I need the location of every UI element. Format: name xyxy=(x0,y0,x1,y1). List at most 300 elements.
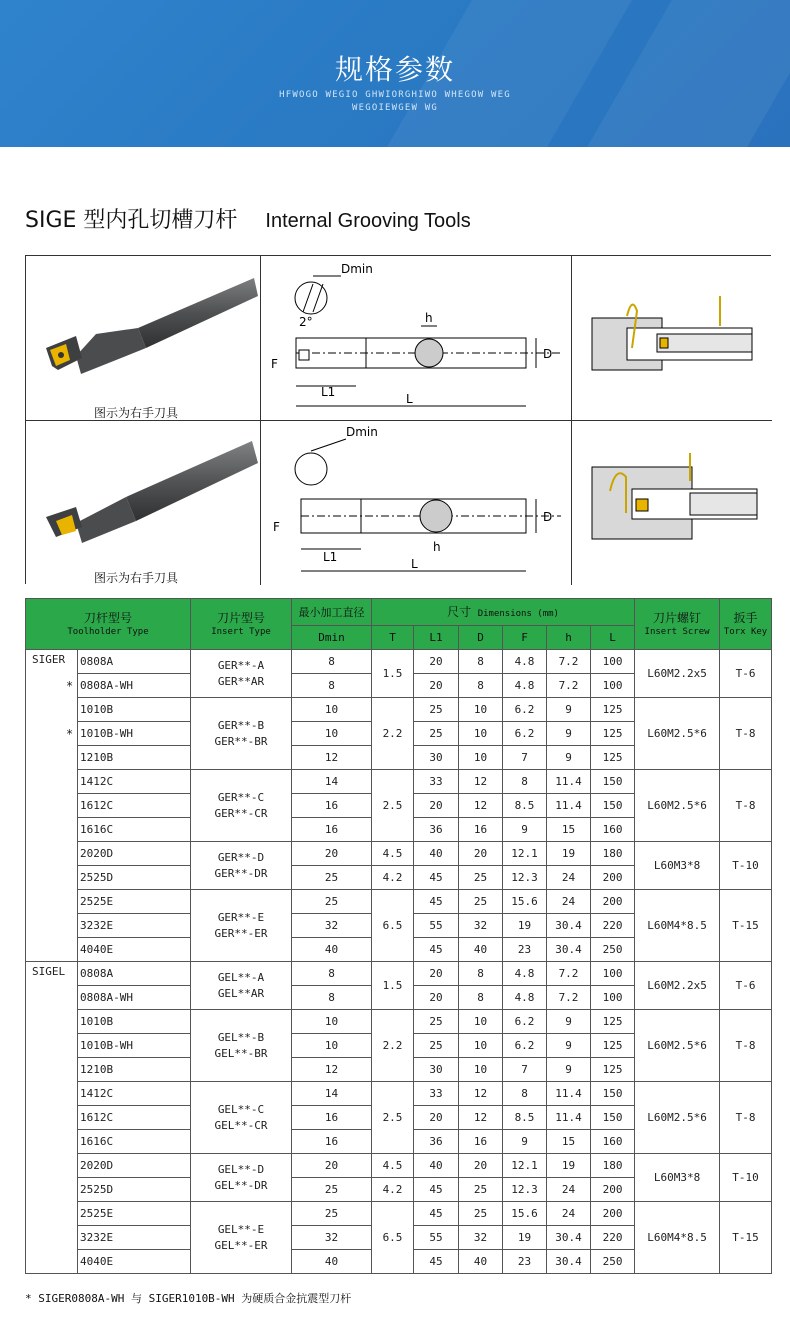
F-cell: 6.2 xyxy=(503,1010,547,1034)
insert-type-cell xyxy=(191,842,292,890)
L-cell: 200 xyxy=(591,1202,635,1226)
banner-subtitle-line-2: WEGOIEWGEW WG xyxy=(351,103,439,113)
table-row xyxy=(26,698,772,722)
header-dmin: Dmin xyxy=(292,626,372,650)
model-name: 0808A xyxy=(80,967,114,980)
table-header xyxy=(26,599,772,650)
D-cell: 8 xyxy=(459,962,503,986)
series-cell: SIGER xyxy=(26,650,78,962)
page-title-cn: SIGE 型内孔切槽刀杆 xyxy=(25,208,238,233)
F-cell: 4.8 xyxy=(503,962,547,986)
L-cell: 125 xyxy=(591,698,635,722)
header-L: L xyxy=(591,626,635,650)
model-cell xyxy=(78,1010,191,1034)
insert-type: GEL**-DR xyxy=(214,1178,268,1192)
model-name: 1412C xyxy=(80,1087,114,1100)
dmin-cell: 8 xyxy=(292,650,372,674)
D-cell: 10 xyxy=(459,1034,503,1058)
screw-cell: L60M2.2x5 xyxy=(635,650,720,698)
key-cell: T-15 xyxy=(720,1202,772,1274)
insert-type-cell xyxy=(191,770,292,842)
L1-cell: 40 xyxy=(414,842,459,866)
h-cell: 7.2 xyxy=(547,674,591,698)
T-cell: 2.5 xyxy=(372,1082,414,1154)
L1-cell: 45 xyxy=(414,1178,459,1202)
model-name: 2525D xyxy=(80,871,114,884)
L1-cell: 25 xyxy=(414,698,459,722)
spec-table xyxy=(25,598,772,1274)
model-name: 2525E xyxy=(80,1207,114,1220)
model-cell xyxy=(78,650,191,674)
insert-type: GER**-BR xyxy=(214,734,268,748)
h-cell: 9 xyxy=(547,746,591,770)
L-cell: 180 xyxy=(591,1154,635,1178)
T-cell: 2.2 xyxy=(372,1010,414,1082)
screw-cell: L60M2.5*6 xyxy=(635,698,720,770)
model-cell xyxy=(78,1106,191,1130)
model-name: 1616C xyxy=(80,1135,114,1148)
F-cell: 8.5 xyxy=(503,794,547,818)
application-diagram xyxy=(572,256,772,421)
insert-type: GEL**-ER xyxy=(214,1238,268,1252)
label-dmin: Dmin xyxy=(346,425,378,439)
insert-type-cell xyxy=(191,1010,292,1082)
banner-subtitle xyxy=(255,89,535,115)
T-cell: 2.5 xyxy=(372,770,414,842)
figure-caption: 图示为右手刀具 xyxy=(94,571,179,585)
header-T: T xyxy=(372,626,414,650)
model-name: 1210B xyxy=(80,751,114,764)
dmin-cell: 8 xyxy=(292,962,372,986)
F-cell: 6.2 xyxy=(503,698,547,722)
h-cell: 9 xyxy=(547,698,591,722)
L1-cell: 20 xyxy=(414,650,459,674)
table-body xyxy=(26,650,772,1274)
label-L1: L1 xyxy=(323,550,338,564)
D-cell: 20 xyxy=(459,1154,503,1178)
model-name: 2020D xyxy=(80,1159,114,1172)
L1-cell: 36 xyxy=(414,818,459,842)
dmin-cell: 40 xyxy=(292,1250,372,1274)
screw-cell: L60M4*8.5 xyxy=(635,890,720,962)
F-cell: 6.2 xyxy=(503,1034,547,1058)
F-cell: 23 xyxy=(503,1250,547,1274)
dmin-cell: 40 xyxy=(292,938,372,962)
h-cell: 24 xyxy=(547,1202,591,1226)
model-cell xyxy=(78,794,191,818)
insert-type: GEL**-BR xyxy=(214,1046,268,1060)
model-cell xyxy=(78,1034,191,1058)
header-dimensions: 尺寸 Dimensions (mm) xyxy=(372,599,635,626)
L1-cell: 55 xyxy=(414,914,459,938)
label-F: F xyxy=(273,520,280,534)
insert-type-cell xyxy=(191,962,292,1010)
banner-title: 规格参数 xyxy=(334,53,455,86)
model-name: 1616C xyxy=(80,823,114,836)
page-title-en: Internal Grooving Tools xyxy=(265,210,471,232)
dmin-cell: 14 xyxy=(292,1082,372,1106)
key-cell: T-8 xyxy=(720,1010,772,1082)
model-cell xyxy=(78,842,191,866)
model-name: 1010B-WH xyxy=(80,727,133,740)
screw-cell: L60M2.5*6 xyxy=(635,1082,720,1154)
header-h: h xyxy=(547,626,591,650)
table-row xyxy=(26,962,772,986)
label-L1: L1 xyxy=(321,385,336,399)
L-cell: 125 xyxy=(591,722,635,746)
dmin-cell: 16 xyxy=(292,1130,372,1154)
h-cell: 19 xyxy=(547,1154,591,1178)
dmin-cell: 12 xyxy=(292,1058,372,1082)
D-cell: 20 xyxy=(459,842,503,866)
model-cell xyxy=(78,1130,191,1154)
key-cell: T-10 xyxy=(720,1154,772,1202)
dmin-cell: 10 xyxy=(292,1010,372,1034)
model-name: 2525E xyxy=(80,895,114,908)
insert-type-cell xyxy=(191,698,292,770)
insert-type-cell xyxy=(191,1202,292,1274)
insert-type: GEL**-CR xyxy=(214,1118,268,1132)
dmin-cell: 25 xyxy=(292,1202,372,1226)
F-cell: 9 xyxy=(503,818,547,842)
L-cell: 100 xyxy=(591,650,635,674)
model-cell xyxy=(78,866,191,890)
key-cell: T-8 xyxy=(720,1082,772,1154)
table-row xyxy=(26,1082,772,1106)
insert-type-cell xyxy=(191,1082,292,1154)
table-row xyxy=(26,842,772,866)
F-cell: 9 xyxy=(503,1130,547,1154)
L-cell: 125 xyxy=(591,1034,635,1058)
screw-cell: L60M2.5*6 xyxy=(635,770,720,842)
model-cell xyxy=(78,1250,191,1274)
header-banner xyxy=(0,0,790,147)
model-name: 0808A xyxy=(80,655,114,668)
L1-cell: 40 xyxy=(414,1154,459,1178)
dimension-drawing-2 xyxy=(261,421,572,585)
L-cell: 200 xyxy=(591,866,635,890)
F-cell: 12.1 xyxy=(503,1154,547,1178)
h-cell: 30.4 xyxy=(547,1226,591,1250)
screw-cell: L60M3*8 xyxy=(635,1154,720,1202)
D-cell: 12 xyxy=(459,770,503,794)
key-cell: T-8 xyxy=(720,698,772,770)
L1-cell: 20 xyxy=(414,986,459,1010)
L1-cell: 33 xyxy=(414,770,459,794)
h-cell: 15 xyxy=(547,1130,591,1154)
F-cell: 12.3 xyxy=(503,1178,547,1202)
D-cell: 40 xyxy=(459,938,503,962)
h-cell: 19 xyxy=(547,842,591,866)
D-cell: 8 xyxy=(459,650,503,674)
model-name: 1612C xyxy=(80,1111,114,1124)
L1-cell: 25 xyxy=(414,1010,459,1034)
T-cell: 1.5 xyxy=(372,962,414,1010)
L1-cell: 45 xyxy=(414,866,459,890)
F-cell: 8.5 xyxy=(503,1106,547,1130)
insert-type: GER**-ER xyxy=(214,926,268,940)
insert-type-cell xyxy=(191,890,292,962)
L1-cell: 25 xyxy=(414,1034,459,1058)
model-cell xyxy=(66,674,191,698)
table-row xyxy=(26,1154,772,1178)
model-cell xyxy=(78,698,191,722)
series-cell: SIGEL xyxy=(26,962,78,1274)
model-name: 0808A-WH xyxy=(80,991,133,1004)
model-cell xyxy=(78,962,191,986)
D-cell: 12 xyxy=(459,1106,503,1130)
model-cell xyxy=(78,1202,191,1226)
insert-type: GER**-B xyxy=(217,718,265,732)
h-cell: 9 xyxy=(547,1058,591,1082)
label-L: L xyxy=(411,557,418,571)
L-cell: 150 xyxy=(591,770,635,794)
L1-cell: 45 xyxy=(414,938,459,962)
insert-type: GER**-DR xyxy=(214,866,268,880)
screw-cell: L60M3*8 xyxy=(635,842,720,890)
D-cell: 10 xyxy=(459,722,503,746)
D-cell: 32 xyxy=(459,914,503,938)
D-cell: 25 xyxy=(459,890,503,914)
dmin-cell: 8 xyxy=(292,674,372,698)
model-name: 1412C xyxy=(80,775,114,788)
model-name: 2525D xyxy=(80,1183,114,1196)
figure-grid xyxy=(25,255,771,584)
F-cell: 7 xyxy=(503,1058,547,1082)
F-cell: 7 xyxy=(503,746,547,770)
model-name: 3232E xyxy=(80,919,114,932)
tool-photo-2 xyxy=(26,421,261,585)
F-cell: 15.6 xyxy=(503,890,547,914)
insert-type: GER**-CR xyxy=(214,806,268,820)
key-cell: T-15 xyxy=(720,890,772,962)
T-cell: 4.2 xyxy=(372,1178,414,1202)
T-cell: 6.5 xyxy=(372,1202,414,1274)
insert-type: GEL**-B xyxy=(217,1030,265,1044)
model-cell xyxy=(78,1154,191,1178)
dmin-cell: 20 xyxy=(292,842,372,866)
header-screw: 刀片螺钉 Insert Screw xyxy=(635,599,720,650)
F-cell: 12.1 xyxy=(503,842,547,866)
application-diagram xyxy=(572,421,772,585)
key-cell: T-10 xyxy=(720,842,772,890)
model-cell xyxy=(78,770,191,794)
D-cell: 10 xyxy=(459,1058,503,1082)
L1-cell: 45 xyxy=(414,1250,459,1274)
D-cell: 32 xyxy=(459,1226,503,1250)
L1-cell: 30 xyxy=(414,1058,459,1082)
application-drawing-1 xyxy=(572,256,772,421)
h-cell: 24 xyxy=(547,890,591,914)
L-cell: 125 xyxy=(591,1010,635,1034)
model-name: 1010B xyxy=(80,703,114,716)
insert-type: GER**-C xyxy=(217,790,265,804)
L1-cell: 20 xyxy=(414,962,459,986)
model-name: 4040E xyxy=(80,943,114,956)
key-cell: T-6 xyxy=(720,650,772,698)
page-title xyxy=(25,203,471,234)
tool-photo-1 xyxy=(26,256,261,421)
L-cell: 250 xyxy=(591,938,635,962)
L-cell: 220 xyxy=(591,1226,635,1250)
T-cell: 4.5 xyxy=(372,1154,414,1178)
h-cell: 30.4 xyxy=(547,1250,591,1274)
model-name: 1010B xyxy=(80,1015,114,1028)
F-cell: 19 xyxy=(503,914,547,938)
D-cell: 8 xyxy=(459,986,503,1010)
L1-cell: 20 xyxy=(414,794,459,818)
label-h: h xyxy=(425,311,433,325)
model-name: 4040E xyxy=(80,1255,114,1268)
model-cell xyxy=(78,746,191,770)
T-cell: 6.5 xyxy=(372,890,414,962)
D-cell: 10 xyxy=(459,698,503,722)
model-cell xyxy=(78,1058,191,1082)
D-cell: 25 xyxy=(459,866,503,890)
model-name: 3232E xyxy=(80,1231,114,1244)
insert-type: GER**-D xyxy=(217,850,265,864)
footnote: * SIGER0808A-WH 与 SIGER1010B-WH 为硬质合金抗震型刀杆 xyxy=(25,1292,352,1305)
table-row xyxy=(26,650,772,674)
dimension-drawing xyxy=(261,256,572,421)
D-cell: 10 xyxy=(459,746,503,770)
F-cell: 6.2 xyxy=(503,722,547,746)
L-cell: 150 xyxy=(591,1082,635,1106)
h-cell: 24 xyxy=(547,866,591,890)
L-cell: 200 xyxy=(591,1178,635,1202)
label-D: D xyxy=(543,510,553,524)
dmin-cell: 12 xyxy=(292,746,372,770)
L1-cell: 30 xyxy=(414,746,459,770)
D-cell: 12 xyxy=(459,794,503,818)
L1-cell: 45 xyxy=(414,1202,459,1226)
key-cell: T-6 xyxy=(720,962,772,1010)
header-D: D xyxy=(459,626,503,650)
model-name: 1010B-WH xyxy=(80,1039,133,1052)
key-cell: T-8 xyxy=(720,770,772,842)
insert-type: GER**-A xyxy=(217,658,265,672)
boring-bar-photo xyxy=(26,421,261,585)
T-cell: 1.5 xyxy=(372,650,414,698)
h-cell: 7.2 xyxy=(547,962,591,986)
L1-cell: 25 xyxy=(414,722,459,746)
L1-cell: 55 xyxy=(414,1226,459,1250)
header-toolholder: 刀杆型号 Toolholder Type xyxy=(26,599,191,650)
table-row xyxy=(26,770,772,794)
insert-type: GER**-E xyxy=(217,910,265,924)
h-cell: 9 xyxy=(547,1010,591,1034)
L-cell: 160 xyxy=(591,818,635,842)
T-cell: 2.2 xyxy=(372,698,414,770)
h-cell: 11.4 xyxy=(547,1106,591,1130)
L-cell: 180 xyxy=(591,842,635,866)
L-cell: 125 xyxy=(591,746,635,770)
table-row xyxy=(26,890,772,914)
insert-type: GEL**-A xyxy=(217,970,265,984)
F-cell: 4.8 xyxy=(503,650,547,674)
L-cell: 160 xyxy=(591,1130,635,1154)
model-name: 0808A-WH xyxy=(80,679,133,692)
insert-type: GEL**AR xyxy=(217,986,265,1000)
screw-cell: L60M2.2x5 xyxy=(635,962,720,1010)
L1-cell: 20 xyxy=(414,1106,459,1130)
dmin-cell: 25 xyxy=(292,866,372,890)
header-dmin-cn: 最小加工直径 xyxy=(292,599,372,626)
F-cell: 4.8 xyxy=(503,674,547,698)
F-cell: 12.3 xyxy=(503,866,547,890)
model-name: 1612C xyxy=(80,799,114,812)
screw-cell: L60M4*8.5 xyxy=(635,1202,720,1274)
table-row xyxy=(26,1202,772,1226)
L-cell: 100 xyxy=(591,986,635,1010)
model-cell xyxy=(78,1178,191,1202)
dmin-cell: 32 xyxy=(292,1226,372,1250)
figure-caption: 图示为右手刀具 xyxy=(94,406,179,420)
L-cell: 100 xyxy=(591,674,635,698)
model-cell xyxy=(78,986,191,1010)
model-cell xyxy=(78,914,191,938)
h-cell: 30.4 xyxy=(547,938,591,962)
dimension-drawing-1 xyxy=(261,256,572,421)
dimension-drawing xyxy=(261,421,572,585)
table-row xyxy=(26,1010,772,1034)
T-cell: 4.5 xyxy=(372,842,414,866)
L-cell: 200 xyxy=(591,890,635,914)
model-name: 2020D xyxy=(80,847,114,860)
h-cell: 15 xyxy=(547,818,591,842)
L-cell: 150 xyxy=(591,1106,635,1130)
star-marker: * xyxy=(66,727,74,741)
model-cell xyxy=(78,890,191,914)
L1-cell: 36 xyxy=(414,1130,459,1154)
L-cell: 100 xyxy=(591,962,635,986)
insert-type: GER**AR xyxy=(217,674,265,688)
dmin-cell: 25 xyxy=(292,1178,372,1202)
header-F: F xyxy=(503,626,547,650)
dmin-cell: 14 xyxy=(292,770,372,794)
F-cell: 19 xyxy=(503,1226,547,1250)
h-cell: 9 xyxy=(547,722,591,746)
h-cell: 11.4 xyxy=(547,794,591,818)
T-cell: 4.2 xyxy=(372,866,414,890)
insert-type: GEL**-D xyxy=(217,1162,265,1176)
F-cell: 8 xyxy=(503,1082,547,1106)
model-cell xyxy=(66,722,191,746)
dmin-cell: 25 xyxy=(292,890,372,914)
L-cell: 125 xyxy=(591,1058,635,1082)
L1-cell: 45 xyxy=(414,890,459,914)
D-cell: 25 xyxy=(459,1202,503,1226)
header-L1: L1 xyxy=(414,626,459,650)
insert-type-cell xyxy=(191,650,292,698)
D-cell: 12 xyxy=(459,1082,503,1106)
model-name: 1210B xyxy=(80,1063,114,1076)
F-cell: 4.8 xyxy=(503,986,547,1010)
L-cell: 250 xyxy=(591,1250,635,1274)
dmin-cell: 10 xyxy=(292,1034,372,1058)
D-cell: 16 xyxy=(459,818,503,842)
label-D: D xyxy=(543,347,553,361)
h-cell: 9 xyxy=(547,1034,591,1058)
insert-type: GEL**-E xyxy=(217,1222,265,1236)
model-cell xyxy=(78,818,191,842)
model-cell xyxy=(78,1226,191,1250)
star-marker: * xyxy=(66,679,74,693)
L1-cell: 20 xyxy=(414,674,459,698)
model-cell xyxy=(78,938,191,962)
dmin-cell: 16 xyxy=(292,1106,372,1130)
header-insert: 刀片型号 Insert Type xyxy=(191,599,292,650)
